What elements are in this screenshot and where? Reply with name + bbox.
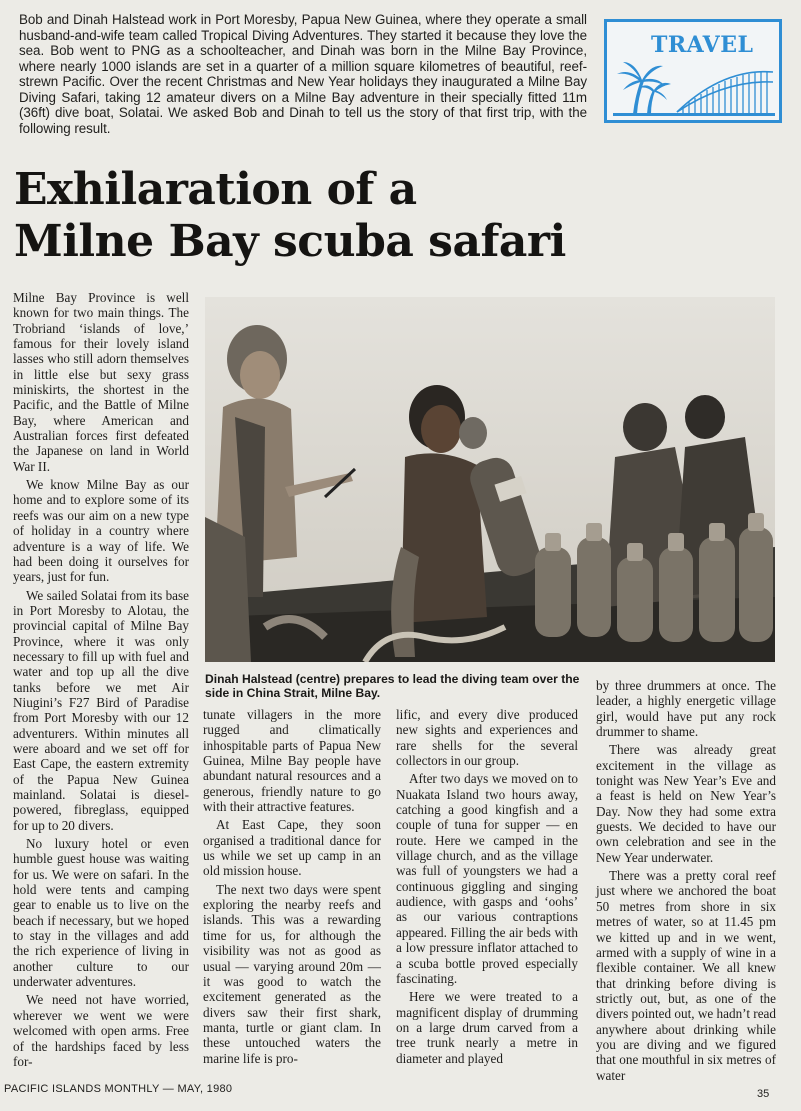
paragraph: Milne Bay Province is well known for two main things. The Trobriand ‘islands of love,’ famous for their lovely island lasses who still adorn themselves in little else but sexy grass miniskirts, the shortest in the Pacific, and the Battle of Milne Bay, where American and Australian forces first defeated the Japanese on land in World War II.	[13, 290, 189, 474]
article-column-1	[13, 290, 189, 1069]
article-column-4	[596, 678, 776, 1083]
paragraph: tunate villagers in the more rugged and climatically inhospitable parts of Papua New Guinea, Milne Bay people have abundant natural resources and a generous, friendly nature to go with their attractive features.	[203, 707, 381, 815]
paragraph: After two days we moved on to Nuakata Island two hours away, catching a good kingfish and a couple of tuna for supper — en route. Here we camped in the village church, and as the village was full of youngsters we had a continuous giggling and singing audience, with gasps and ‘oohs’ as our various contraptions appeared. Filling the air beds with a low pressure inflator attached to a scuba bottle proved especially fascinating.	[396, 771, 578, 986]
article-headline	[14, 164, 566, 268]
divers-photo	[205, 297, 775, 662]
paragraph: Here we were treated to a magnificent display of drumming on a large drum carved from a tree trunk nearly a metre in diameter and played	[396, 989, 578, 1066]
article-column-3	[396, 707, 578, 1066]
palm-tree-bridge-icon	[611, 58, 777, 116]
paragraph: We sailed Solatai from its base in Port Moresby to Alotau, the provincial capital of Milne Bay Province, where it was only necessary to fill up with fuel and water and top up all the dive tanks before we met Air Niugini’s F27 Bird of Paradise from Port Moresby with our 12 adventurers. Within minutes all were aboard and we set off for East Cape, the eastern extremity of the Papua New Guinea mainland. Solatai is diesel-powered, fibreglass, equipped for up to 20 divers.	[13, 587, 189, 833]
page-number: 35	[757, 1088, 770, 1100]
paragraph: There was a pretty coral reef just where we anchored the boat 50 metres from shore in six metres of water, so at 11.45 pm we kitted up and in we went, armed with a supply of wine in a flexible container. We all knew that drinking before diving is strictly out, but, as one of the divers pointed out, we hadn’t read anywhere about drinking while you are diving and we figured that one mouthful in six metres of water	[596, 868, 776, 1083]
travel-section-label: TRAVEL	[651, 32, 754, 58]
paragraph: We need not have worried, wherever we went we were welcomed with open arms. Free of the hardships faced by less for-	[13, 992, 189, 1069]
publication-footer: PACIFIC ISLANDS MONTHLY — MAY, 1980	[4, 1083, 233, 1095]
divers-photo-illustration	[205, 297, 775, 662]
paragraph: The next two days were spent exploring the nearby reefs and islands. This was a rewarding time for us, for although the visibility was not as good as usual — varying around 20m — it was good to watch the excitement generated as the divers saw their first shark, manta, turtle or giant clam. In these untouched waters the marine life is pro-	[203, 881, 381, 1066]
headline-line-1: Exhilaration of a	[14, 164, 417, 215]
photo-caption: Dinah Halstead (centre) prepares to lead the diving team over the side in China Strait, Milne Bay.	[205, 672, 580, 700]
article-column-2	[203, 707, 381, 1066]
headline-line-2: Milne Bay scuba safari	[14, 216, 566, 267]
paragraph: by three drummers at once. The leader, a highly energetic village girl, would have put any rock drummer to shame.	[596, 678, 776, 740]
paragraph: No luxury hotel or even humble guest house was waiting for us. We were on safari. In the hold were tents and camping gear to enable us to live on the beach if necessary, but we hoped to stay in the villages and add the rich experience of living in another culture to our underwater adventures.	[13, 836, 189, 990]
paragraph: At East Cape, they soon organised a traditional dance for us while we set up camp in an old mission house.	[203, 817, 381, 879]
paragraph: lific, and every dive produced new sights and experiences and rare shells for the several collectors in our group.	[396, 707, 578, 769]
travel-section-badge	[604, 19, 782, 123]
paragraph: There was already great excitement in the village as tonight was New Year’s Eve and a feast is held on New Year’s Day. Now they had some extra guests. We decided to have our own celebration and see in the New Year underwater.	[596, 742, 776, 865]
paragraph: We know Milne Bay as our home and to explore some of its reefs was our aim on a new type of holiday in a country where adventure is a way of life. We had been doing it ourselves for years, just for fun.	[13, 477, 189, 585]
intro-paragraph: Bob and Dinah Halstead work in Port Moresby, Papua New Guinea, where they operate a small husband-and-wife team called Tropical Diving Adventures. They started it because they love the sea. Bob went to PNG as a schoolteacher, and Dinah was born in the Milne Bay Province, where nearly 1000 islands are set in a quarter of a million square kilometres of beautiful, reef-strewn Pacific. Over the recent Christmas and New Year holidays they inaugurated a Milne Bay Diving Safari, taking 12 amateur divers on a Milne Bay adventure in their specially fitted 11m (36ft) dive boat, Solatai. We asked Bob and Dinah to tell us the story of that first trip, with the following result.	[19, 12, 587, 136]
